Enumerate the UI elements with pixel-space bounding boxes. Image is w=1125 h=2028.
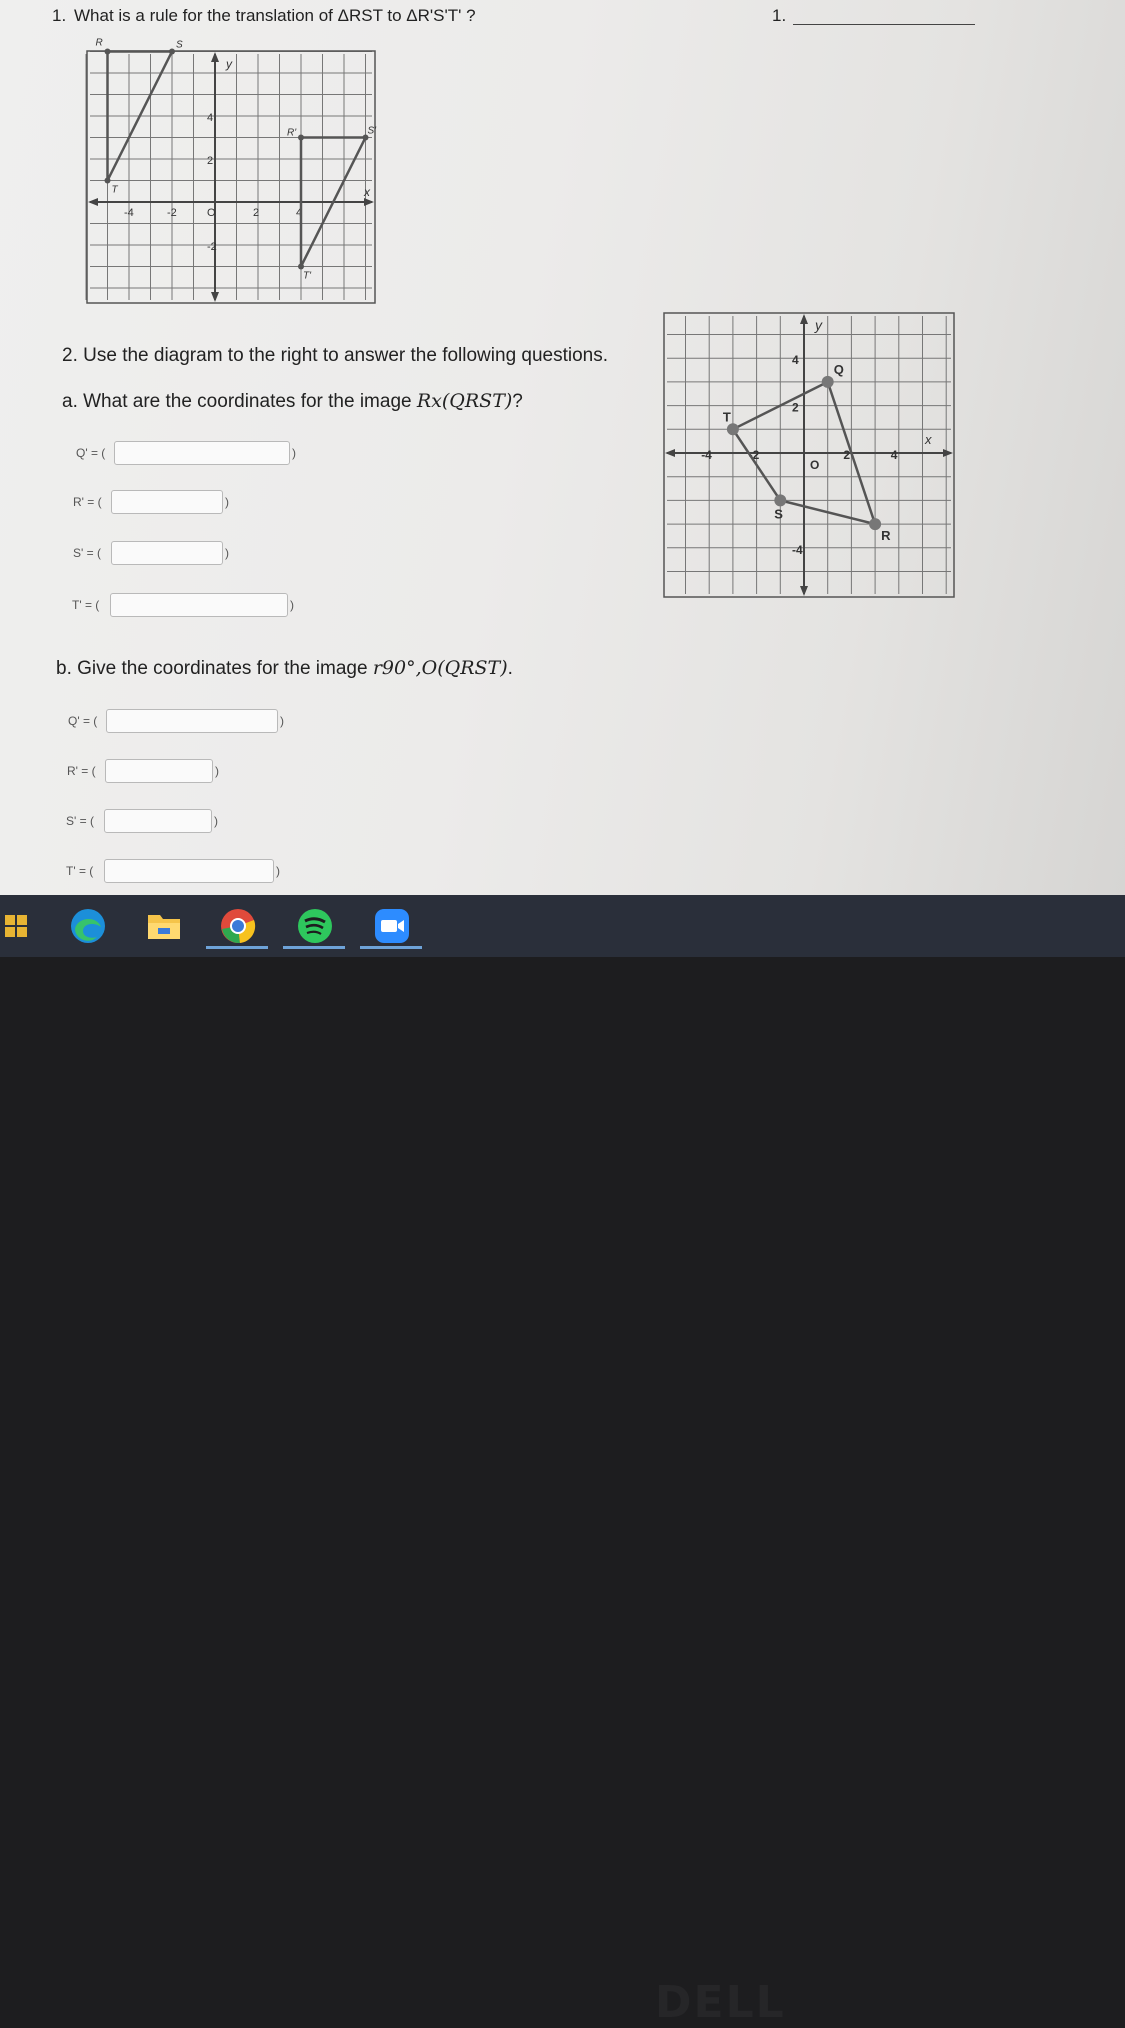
answer-row-b-q: Q' = ( ) bbox=[68, 709, 286, 733]
answer-input-a-q[interactable] bbox=[114, 441, 290, 465]
folder-icon bbox=[146, 911, 182, 941]
tick-labels bbox=[701, 353, 898, 557]
vertex-point bbox=[774, 494, 786, 506]
tick-label: -2 bbox=[167, 207, 177, 219]
vertex-point bbox=[298, 264, 304, 270]
x-axis-arrow-right bbox=[943, 449, 953, 457]
answer-input-b-t[interactable] bbox=[104, 859, 274, 883]
y-axis-label: y bbox=[226, 57, 232, 71]
edge-icon bbox=[69, 907, 107, 945]
edge-button[interactable] bbox=[66, 905, 110, 947]
answer-input-b-q[interactable] bbox=[106, 709, 278, 733]
tick-label: 2 bbox=[843, 448, 851, 462]
file-explorer-button[interactable] bbox=[142, 905, 186, 947]
vertex-label: S' bbox=[367, 125, 377, 137]
vertex-point bbox=[727, 423, 739, 435]
chrome-active-indicator bbox=[206, 946, 268, 949]
translation-graph bbox=[86, 37, 377, 304]
tick-label: -4 bbox=[792, 542, 803, 557]
tick-label: -4 bbox=[124, 207, 134, 219]
y-axis-arrow-up bbox=[800, 314, 808, 324]
grid-lines bbox=[86, 51, 375, 303]
vertex-label: Q bbox=[833, 361, 844, 377]
vertex-label: T bbox=[111, 184, 118, 196]
x-axis-arrow-right bbox=[364, 198, 374, 206]
tick-label: -2 bbox=[207, 241, 217, 253]
answer-row-b-s: S' = ( ) bbox=[66, 809, 220, 833]
answer-row-a-r: R' = ( ) bbox=[73, 490, 231, 514]
vertex-point bbox=[105, 49, 111, 55]
vertex-label: T' bbox=[303, 270, 312, 282]
worksheet-screen bbox=[0, 0, 1125, 895]
vertex-point bbox=[105, 178, 111, 184]
tick-label: 2 bbox=[792, 400, 799, 415]
quadrilateral-graph bbox=[663, 312, 955, 598]
vertex-label: T bbox=[722, 409, 731, 425]
x-axis-arrow-left bbox=[88, 198, 98, 206]
y-axis-arrow-down bbox=[211, 292, 219, 302]
question-1-number: 1. bbox=[52, 6, 67, 25]
answer-input-a-s[interactable] bbox=[111, 541, 223, 565]
tick-label: -4 bbox=[701, 448, 712, 462]
tick-label: 4 bbox=[207, 112, 214, 124]
windows-icon bbox=[3, 913, 29, 939]
tick-label: 4 bbox=[890, 448, 898, 462]
zoom-active-indicator bbox=[360, 946, 422, 949]
axes bbox=[88, 52, 374, 302]
question-1-text: What is a rule for the translation of ΔRST to ΔR'S'T' ? bbox=[74, 6, 476, 25]
x-axis-arrow-left bbox=[665, 449, 675, 457]
question-2b: b. Give the coordinates for the image r90°,O(QRST). bbox=[56, 657, 513, 679]
x-axis-label: x bbox=[364, 185, 370, 199]
answer-row-a-q: Q' = ( ) bbox=[76, 441, 298, 465]
y-axis-label: y bbox=[815, 317, 822, 333]
tick-label: 2 bbox=[253, 207, 260, 219]
answer-input-a-r[interactable] bbox=[111, 490, 223, 514]
answer-row-b-t: T' = ( ) bbox=[66, 859, 282, 883]
tick-label: 4 bbox=[296, 207, 303, 219]
y-axis-arrow-up bbox=[211, 52, 219, 62]
zoom-icon bbox=[373, 907, 411, 945]
rotation-notation: r90°,O(QRST) bbox=[372, 657, 508, 679]
chrome-button[interactable] bbox=[216, 905, 260, 947]
tick-label: 2 bbox=[207, 155, 214, 167]
windows-taskbar bbox=[0, 895, 1125, 957]
reflection-notation: Rx(QRST) bbox=[416, 390, 513, 412]
laptop-bezel bbox=[0, 957, 1125, 2028]
windows-start-button[interactable] bbox=[0, 905, 38, 947]
vertex-label: S bbox=[176, 39, 183, 51]
vertex-label: S bbox=[774, 506, 783, 522]
vertex-label: R bbox=[95, 37, 103, 49]
chrome-icon bbox=[219, 907, 257, 945]
question-2-intro: 2. Use the diagram to the right to answer the following questions. bbox=[62, 345, 609, 366]
tick-label: O bbox=[810, 458, 820, 472]
answer-1-line[interactable] bbox=[793, 24, 975, 25]
question-2a: a. What are the coordinates for the image Rx(QRST)? bbox=[62, 390, 523, 412]
vertex-label: R' bbox=[287, 127, 297, 139]
answer-1-number: 1. bbox=[772, 6, 787, 25]
x-axis-label: x bbox=[925, 432, 932, 447]
zoom-button[interactable] bbox=[370, 905, 414, 947]
vertex-point bbox=[298, 135, 304, 141]
tick-label: O bbox=[207, 207, 216, 219]
answer-row-b-r: R' = ( ) bbox=[67, 759, 221, 783]
vertex-point bbox=[822, 376, 834, 388]
brand-logo: DELL bbox=[655, 1977, 786, 2028]
answer-input-b-r[interactable] bbox=[105, 759, 213, 783]
vertex-point bbox=[869, 518, 881, 530]
answer-row-a-t: T' = ( ) bbox=[72, 593, 296, 617]
spotify-icon bbox=[296, 907, 334, 945]
spotify-active-indicator bbox=[283, 946, 345, 949]
vertex-point bbox=[169, 49, 175, 55]
vertex-label: R bbox=[881, 528, 891, 544]
spotify-button[interactable] bbox=[293, 905, 337, 947]
answer-row-a-s: S' = ( ) bbox=[73, 541, 231, 565]
tick-label: 4 bbox=[792, 353, 799, 368]
y-axis-arrow-down bbox=[800, 586, 808, 596]
tick-label: -2 bbox=[748, 448, 760, 462]
answer-input-a-t[interactable] bbox=[110, 593, 288, 617]
graph-border bbox=[87, 51, 375, 303]
answer-input-b-s[interactable] bbox=[104, 809, 212, 833]
